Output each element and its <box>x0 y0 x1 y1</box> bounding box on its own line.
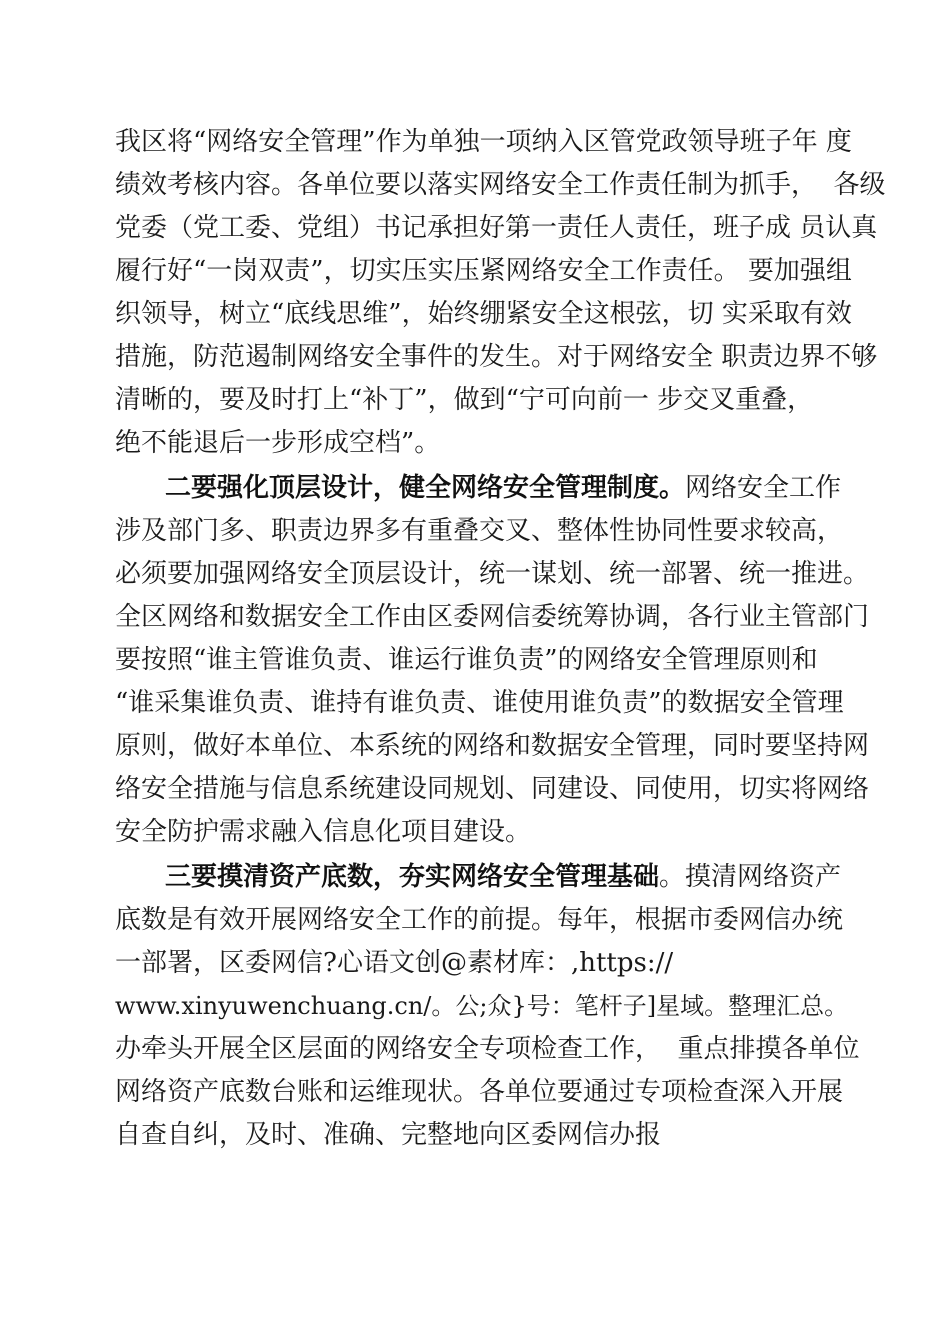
paragraph1-line-2: 绩效考核内容。各单位要以落实网络安全工作责任制为抓手， 各级 <box>115 170 886 200</box>
paragraph3-line-7: 自查自纠，及时、准确、完整地向区委网信办报 <box>115 1120 662 1150</box>
paragraph3-heading: 三要摸清资产底数，夯实网络安全管理基础 <box>165 862 660 892</box>
paragraph3-line-2: 底数是有效开展网络安全工作的前提。每年，根据市委网信办统 <box>115 905 844 935</box>
paragraph1-line-4: 履行好“一岗双责”，切实压实压紧网络安全工作责任。 要加强组 <box>115 256 852 286</box>
paragraph3-line-3: 一部署，区委网信?心语文创@素材库：,https:// <box>115 948 674 978</box>
paragraph2-line-9: 安全防护需求融入信息化项目建设。 <box>115 817 532 847</box>
paragraph2-line-4: 全区网络和数据安全工作由区委网信委统筹协调，各行业主管部门 <box>115 602 870 632</box>
paragraph2-heading: 二要强化顶层设计，健全网络安全管理制度。 <box>165 473 686 503</box>
paragraph1-line-1: 我区将“网络安全管理”作为单独一项纳入区管党政领导班子年 度 <box>115 127 852 157</box>
paragraph1-line-6: 措施，防范遏制网络安全事件的发生。对于网络安全 职责边界不够 <box>115 342 878 372</box>
paragraph2-first-line <box>165 471 841 505</box>
paragraph3-line-5: 办牵头开展全区层面的网络安全专项检查工作， 重点排摸各单位 <box>115 1034 860 1064</box>
paragraph2-line-6: “谁采集谁负责、谁持有谁负责、谁使用谁负责”的数据安全管理 <box>115 688 844 718</box>
paragraph2-line-5: 要按照“谁主管谁负责、谁运行谁负责”的网络安全管理原则和 <box>115 645 818 675</box>
paragraph3-first-line <box>165 860 841 894</box>
paragraph1-line-8: 绝不能退后一步形成空档”。 <box>115 428 441 458</box>
paragraph3-line-4: www.xinyuwenchuang.cn/。公;众}号：笔杆子]星域。整理汇总。 <box>115 992 849 1020</box>
paragraph2-line-7: 原则，做好本单位、本系统的网络和数据安全管理，同时要坚持网 <box>115 731 870 761</box>
paragraph1-line-3: 党委（党工委、党组）书记承担好第一责任人责任，班子成 员认真 <box>115 213 878 243</box>
paragraph2-line-2: 涉及部门多、职责边界多有重叠交叉、整体性协同性要求较高， <box>115 516 844 546</box>
paragraph3-first-line-rest: 。摸清网络资产 <box>659 862 842 892</box>
paragraph1-line-5: 织领导，树立“底线思维”，始终绷紧安全这根弦，切 实采取有效 <box>115 299 852 329</box>
paragraph2-first-line-rest: 网络安全工作 <box>685 473 842 503</box>
paragraph3-line-6: 网络资产底数台账和运维现状。各单位要通过专项检查深入开展 <box>115 1077 844 1107</box>
paragraph2-line-3: 必须要加强网络安全顶层设计，统一谋划、统一部署、统一推进。 <box>115 559 870 589</box>
paragraph2-line-8: 络安全措施与信息系统建设同规划、同建设、同使用，切实将网络 <box>115 774 870 804</box>
paragraph1-line-7: 清晰的，要及时打上“补丁”，做到“宁可向前一 步交叉重叠， <box>115 385 814 415</box>
